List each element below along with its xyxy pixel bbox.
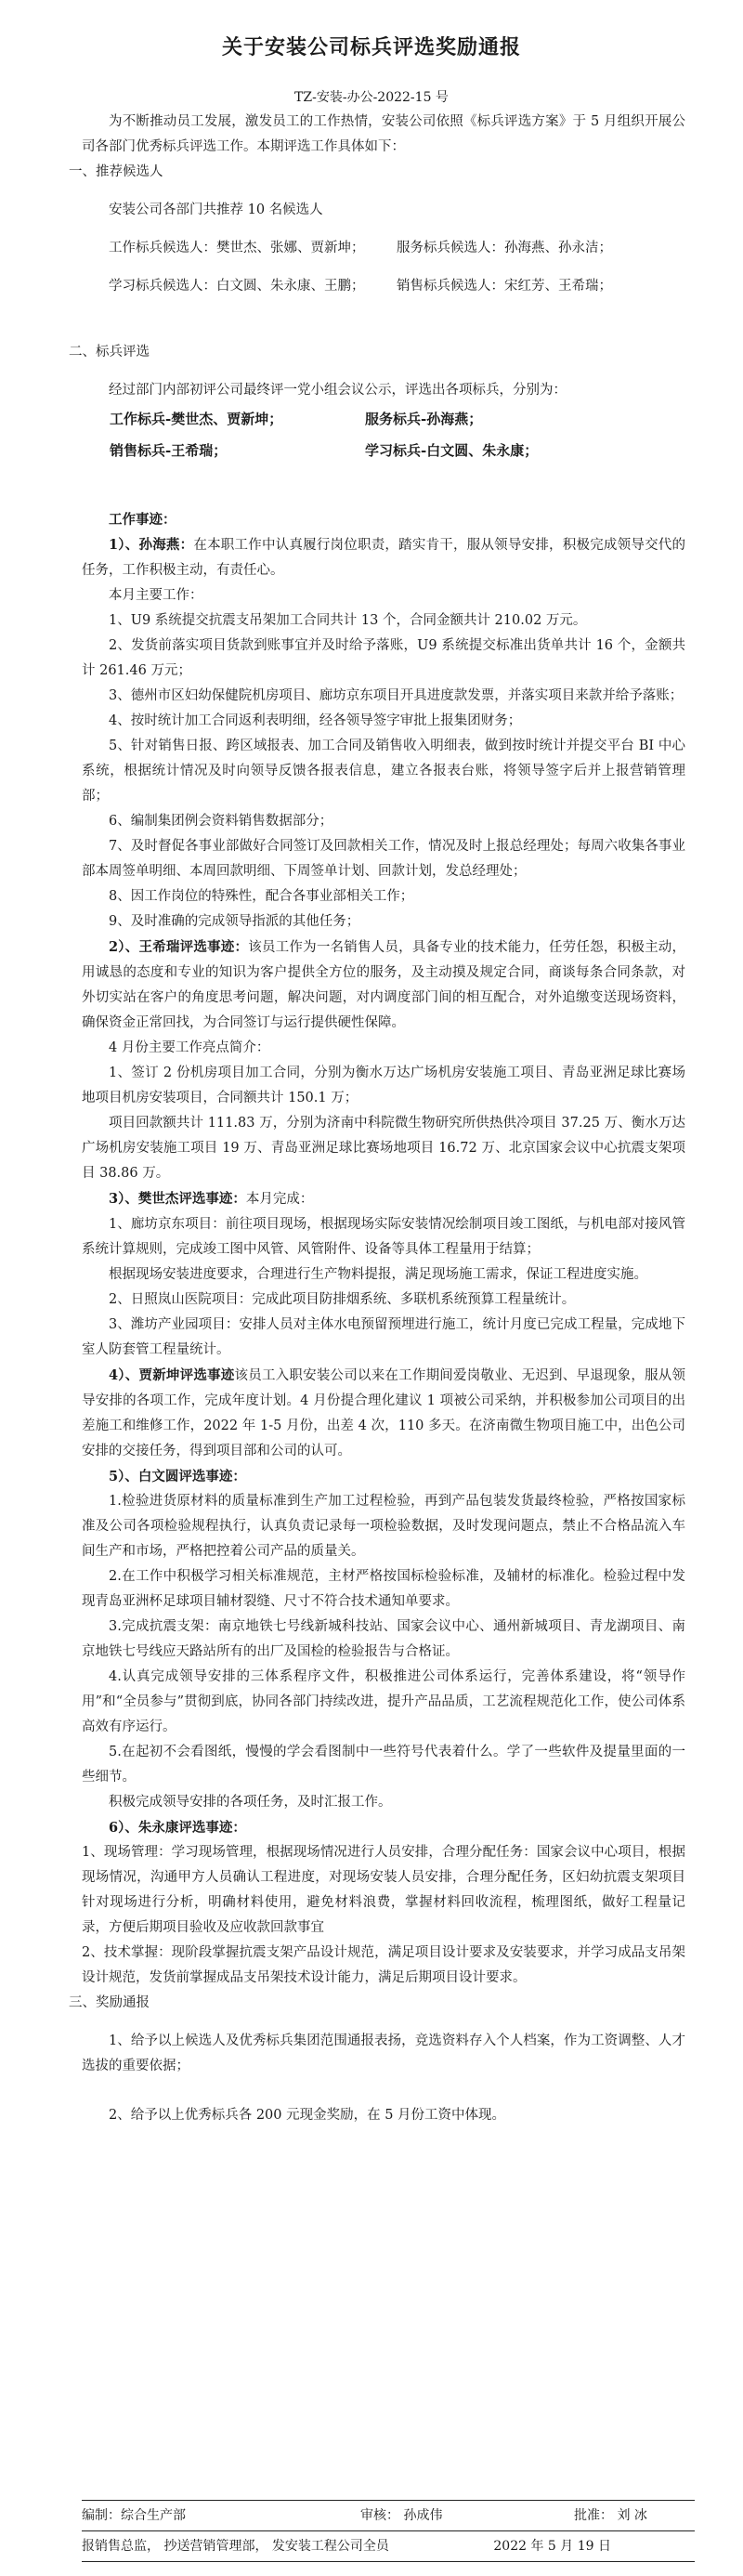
deed-name: 2）、王希瑞评选事迹： bbox=[109, 939, 249, 955]
work-winners: 工作标兵-樊世杰、贾新坤； bbox=[110, 411, 283, 427]
distribution-list: 报销售总监， 抄送营销管理部， 发安装工程公司全员 bbox=[82, 2539, 389, 2554]
list-item: 1、U9 系统提交抗震支吊架加工合同共计 13 个，合同金额共计 210.02 万元。 bbox=[109, 613, 587, 628]
reward-item: 2、给予以上优秀标兵各 200 元现金奖励，在 5 月份工资中体现。 bbox=[109, 2108, 506, 2123]
list-item: 项目回款额共计 111.83 万，分别为济南中科院微生物研究所供热供冷项目 37.25 万、衡水万达广场机房安装施工项目 19 万、青岛亚洲足球比赛场地项目 16.72 万、北京国家会议中心抗震支架项目 38.86 万。 bbox=[82, 1116, 685, 1181]
list-item: 根据现场安装进度要求，合理进行生产物料提报，满足现场施工需求，保证工程进度实施。 bbox=[109, 1267, 647, 1282]
candidates-summary: 安装公司各部门共推荐 10 名候选人 bbox=[109, 203, 323, 217]
candidates-row bbox=[109, 274, 685, 299]
deed-name: 3）、樊世杰评选事迹： bbox=[109, 1191, 246, 1207]
list-item: 9、及时准确的完成领导指派的其他任务； bbox=[109, 914, 360, 929]
selection-summary: 经过部门内部初评公司最终评一党小组会议公示，评选出各项标兵，分别为： bbox=[109, 383, 567, 398]
list-item: 3、潍坊产业园项目：安排人员对主体水电预留预埋进行施工，统计月度已完成工程量，完成地下室人防套管工程量统计。 bbox=[82, 1317, 685, 1357]
deed-text: 本月完成： bbox=[245, 1192, 314, 1207]
list-item: 2、技术掌握：现阶段掌握抗震支架产品设计规范，满足项目设计要求及安装要求，并学习成品支吊架设计规范，发货前掌握成品支吊架技术设计能力，满足后期项目设计要求。 bbox=[82, 1945, 685, 1985]
deed-text: 在本职工作中认真履行岗位职责，踏实肯干，服从领导安排，积极完成领导交代的任务，工作积极主动，有责任心。 bbox=[82, 538, 686, 578]
list-item: 积极完成领导安排的各项任务，及时汇报工作。 bbox=[109, 1795, 392, 1810]
footer-distribution-row bbox=[82, 2534, 685, 2559]
footer-top-rule bbox=[82, 2500, 695, 2501]
list-item: 8、因工作岗位的特殊性，配合各事业部相关工作； bbox=[109, 889, 414, 904]
intro-paragraph: 为不断推动员工发展，激发员工的工作热情，安装公司依照《标兵评选方案》于 5 月组织开展公司各部门优秀标兵评选工作。本期评选工作具体如下： bbox=[82, 114, 685, 154]
deed-name: 5）、白文圆评选事迹： bbox=[109, 1469, 246, 1484]
deed-text: 该员工作为一名销售人员，具备专业的技术能力，任劳任怨，积极主动，用诚恳的态度和专业的知识为客户提供全方位的服务，及主动摸及规定合同，商谈每条合同条款，对外切实站在客户的角度思考问题，解决问题，对内调度部门间的相互配合，对外追缴变送现场资料，确保资金正常回找，为合同签订与运行提供硬性保障。 bbox=[82, 940, 686, 1030]
service-winners: 服务标兵-孙海燕； bbox=[365, 411, 483, 427]
list-item: 2、发货前落实项目货款到账事宜并及时给予落账，U9 系统提交标准出货单共计 16 个，金额共计 261.46 万元； bbox=[82, 638, 685, 678]
list-item: 2、日照岚山医院项目：完成此项目防排烟系统、多联机系统预算工程量统计。 bbox=[109, 1292, 576, 1307]
deed-paragraph bbox=[82, 935, 685, 1036]
footer-middle-rule bbox=[82, 2530, 695, 2531]
study-winners: 学习标兵-白文圆、朱永康； bbox=[365, 442, 539, 459]
winners-row bbox=[110, 403, 685, 435]
deed-subheading: 4 月份主要工作亮点简介： bbox=[109, 1040, 270, 1055]
reward-item: 1、给予以上候选人及优秀标兵集团范围通报表扬，竞选资料存入个人档案，作为工资调整、人才选拔的重要依据； bbox=[82, 2033, 685, 2073]
document-number: TZ-安装-办公-2022-15 号 bbox=[294, 90, 449, 105]
deed-name: 4）、贾新坤评选事迹 bbox=[109, 1367, 235, 1383]
approver-label: 批准： 刘 冰 bbox=[574, 2508, 647, 2523]
list-item: 1、现场管理：学习现场管理，根据现场情况进行人员安排，合理分配任务：国家会议中心项目，根据现场情况，沟通甲方人员确认工程进度，对现场安装人员安排，合理分配任务，区妇幼抗震支架项目针对现场进行分析，明确材料使用，避免材料浪费，掌握材料回收流程，梳理图纸，做好工程量记录，方便后期项目验收及应收款回款事宜 bbox=[82, 1845, 685, 1935]
deeds-heading: 工作事迹： bbox=[109, 512, 176, 528]
sales-winners: 销售标兵-王希瑞； bbox=[110, 442, 228, 459]
footer-bottom-rule bbox=[82, 2561, 695, 2562]
study-candidates: 学习标兵候选人：白文圆、朱永康、王鹏； bbox=[109, 279, 365, 294]
editor-label: 编制：综合生产部 bbox=[82, 2508, 186, 2523]
list-item: 2.在工作中积极学习相关标准规范，主材严格按国标检验标准，及辅材的标准化。检验过程中发现青岛亚洲杯足球项目辅材裂缝、尺寸不符合技术通知单要求。 bbox=[82, 1569, 685, 1609]
deed-subheading: 本月主要工作： bbox=[109, 588, 203, 603]
reviewer-label: 审核： 孙成伟 bbox=[360, 2508, 443, 2523]
section-heading-selection: 二、标兵评选 bbox=[69, 345, 150, 360]
footer-approval-row bbox=[82, 2504, 685, 2529]
list-item: 1、签订 2 份机房项目加工合同，分别为衡水万达广场机房安装施工项目、青岛亚洲足球比赛场地项目机房安装项目，合同额共计 150.1 万； bbox=[82, 1066, 685, 1105]
document-title: 关于安装公司标兵评选奖励通报 bbox=[221, 36, 521, 59]
list-item: 6、编制集团例会资料销售数据部分； bbox=[109, 814, 333, 829]
candidates-row bbox=[109, 236, 685, 261]
list-item: 1、廊坊京东项目：前往项目现场，根据现场实际安装情况绘制项目竣工图纸，与机电部对接风管系统计算规则，完成竣工图中风管、风管附件、设备等具体工程量用于结算； bbox=[82, 1217, 685, 1257]
list-item: 1.检验进货原材料的质量标准到生产加工过程检验，再到产品包装发货最终检验，严格按国家标准及公司各项检验规程执行，认真负责记录每一项检验数据，及时发现问题点，禁止不合格品流入车间生产和市场，严格把控着公司产品的质量关。 bbox=[82, 1494, 685, 1559]
list-item: 5.在起初不会看图纸，慢慢的学会看图制中一些符号代表着什么。学了一些软件及提量里面的一些细节。 bbox=[82, 1745, 685, 1785]
document-body bbox=[69, 110, 686, 2128]
deed-paragraph bbox=[82, 1363, 685, 1464]
list-item: 4.认真完成领导安排的三体系程序文件，积极推进公司体系运行，完善体系建设，将“领导作用”和“全员参与”贯彻到底，协同各部门持续改进，提升产品品质，工艺流程规范化工作，使公司体系高效有序运行。 bbox=[82, 1669, 685, 1734]
section-heading-rewards: 三、奖励通报 bbox=[69, 1995, 150, 2010]
issue-date: 2022 年 5 月 19 日 bbox=[493, 2539, 611, 2554]
list-item: 3、德州市区妇幼保健院机房项目、廊坊京东项目开具进度款发票，并落实项目来款并给予落账； bbox=[109, 688, 684, 703]
deed-name: 1）、孙海燕： bbox=[109, 537, 194, 553]
deed-paragraph bbox=[82, 1186, 685, 1212]
sales-candidates: 销售标兵候选人：宋红芳、王希瑞； bbox=[397, 279, 612, 294]
list-item: 3.完成抗震支架：南京地铁七号线新城科技站、国家会议中心、通州新城项目、青龙湖项目、南京地铁七号线应天路站所有的出厂及国检的检验报告与合格证。 bbox=[82, 1619, 685, 1659]
deed-text: 该员工入职安装公司以来在工作期间爱岗敬业、无迟到、早退现象，服从领导安排的各项工作，完成年度计划。4 月份提合理化建议 1 项被公司采纳，并积极参加公司项目的出差施工和维修工作，2022 年 1-5 月份，出差 4 次，110 多天。在济南微生物项目施工中，出色公司安排的交接任务，得到项目部和公司的认可。 bbox=[82, 1368, 686, 1458]
list-item: 5、针对销售日报、跨区域报表、加工合同及销售收入明细表，做到按时统计并提交平台 BI 中心系统，根据统计情况及时向领导反馈各报表信息，建立各报表台账，将领导签字后并上报营销管理部； bbox=[82, 739, 685, 804]
list-item: 7、及时督促各事业部做好合同签订及回款相关工作，情况及时上报总经理处；每周六收集各事业部本周签单明细、本周回款明细、下周签单计划、回款计划，发总经理处； bbox=[82, 839, 685, 879]
section-heading-candidates: 一、推荐候选人 bbox=[69, 164, 163, 179]
service-candidates: 服务标兵候选人：孙海燕、孙永洁； bbox=[397, 241, 612, 255]
deed-paragraph bbox=[82, 532, 685, 583]
winners-row bbox=[110, 435, 685, 466]
deed-name: 6）、朱永康评选事迹： bbox=[109, 1820, 246, 1836]
work-candidates: 工作标兵候选人：樊世杰、张娜、贾新坤； bbox=[109, 241, 365, 255]
list-item: 4、按时统计加工合同返利表明细，经各领导签字审批上报集团财务； bbox=[109, 713, 522, 728]
